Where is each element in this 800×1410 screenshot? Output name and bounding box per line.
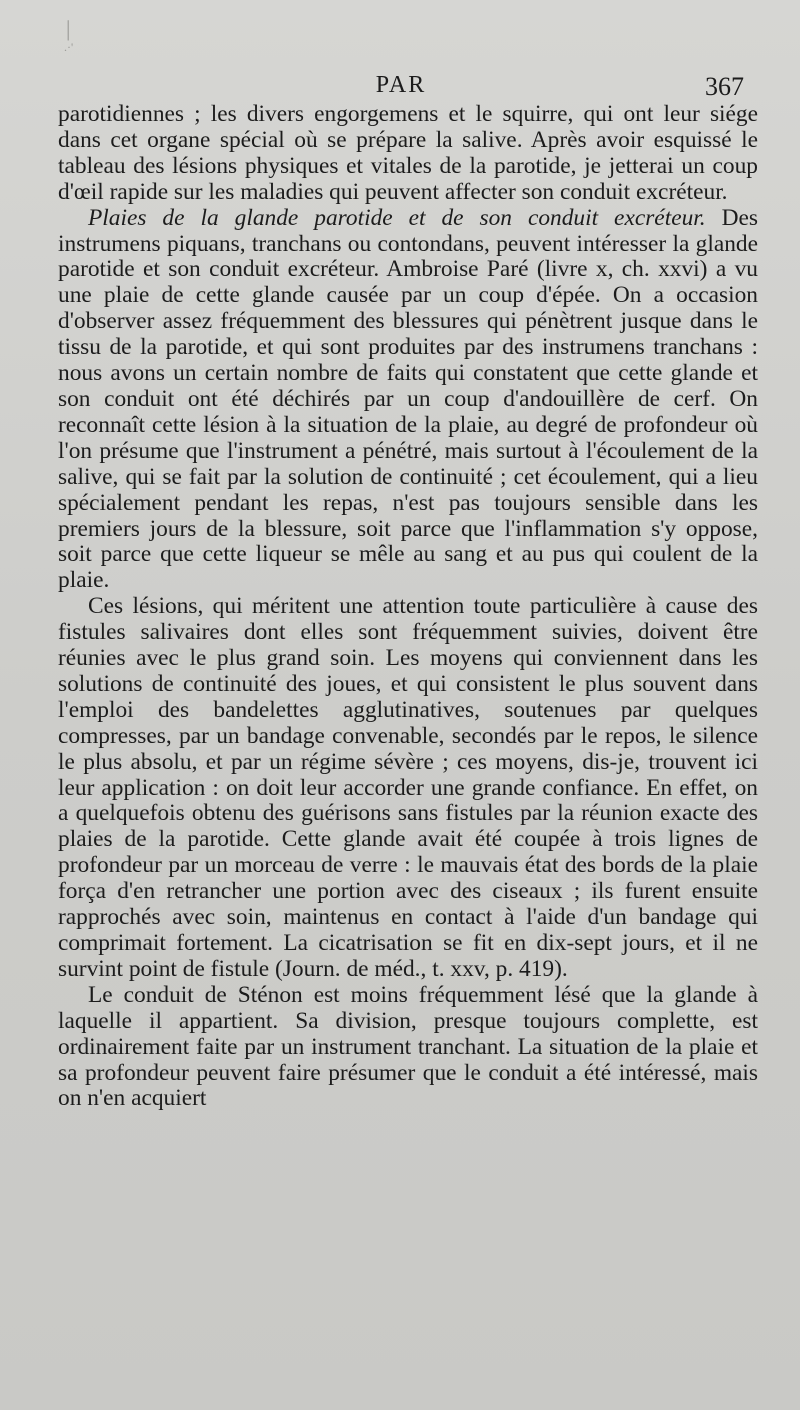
body-text <box>58 102 758 1112</box>
paragraph-1 <box>58 102 758 206</box>
paragraph-text: Des instrumens piquans, tranchans ou contondans, peuvent intéresser la glande parotide et son conduit excréteur. Ambroise Paré (livre x, ch. xxvi) a vu une plaie de cette glande causée par un coup d'épée. On a occasion d'observer assez fréquemment des blessures qui pénètrent jusque dans le tissu de la parotide, et qui sont produites par des instrumens tranchans : nous avons un certain nombre de faits qui constatent que cette glande et son conduit ont été déchirés par un coup d'andouillère de cerf. On reconnaît cette lésion à la situation de la plaie, au degré de profondeur où l'on présume que l'instrument a pénétré, mais surtout à l'écoulement de la salive, qui se fait par la solution de continuité ; cet écoulement, qui a lieu spécialement pendant les repas, n'est pas toujours sensible dans les premiers jours de la blessure, soit parce que l'inflammation s'y oppose, soit parce que cette liqueur se mêle au sang et au pus qui coulent de la plaie. <box>58 204 758 594</box>
paragraph-text: Ces lésions, qui méritent une attention toute particulière à cause des fistules salivaires dont elles sont fréquemment suivies, doivent être réunies avec le plus grand soin. Les moyens qui conviennent dans les solutions de continuité des joues, et qui consistent le plus souvent dans l'emploi des bandelettes agglutinatives, soutenues par quelques compresses, par un bandage convenable, secondés par le repos, le silence le plus absolu, et par un régime sévère ; ces moyens, dis-je, trouvent ici leur application : on doit leur accorder une grande confiance. En effet, on a quelquefois obtenu des guérisons sans fistules par la réunion exacte des plaies de la parotide. Cette glande avait été coupée à trois lignes de profondeur par un morceau de verre : le mauvais état des bords de la plaie força d'en retrancher une portion avec des ciseaux ; ils furent ensuite rapprochés avec soin, maintenus en contact à l'aide d'un bandage qui comprimait fortement. La cicatrisation se fit en dix-sept jours, et il ne survint point de fistule (Journ. de méd., t. xxv, p. 419). <box>58 593 758 982</box>
paragraph-text: parotidiennes ; les divers engorgemens et le squirre, qui ont leur siége dans cet organe spécial où se prépare la salive. Après avoir esquissé le tableau des lésions physiques et vitales de la parotide, je jetterai un coup d'œil rapide sur les maladies qui peuvent affecter son conduit excréteur. <box>58 101 758 205</box>
paragraph-4 <box>58 983 758 1113</box>
paragraph-3 <box>58 594 758 983</box>
running-head: PAR <box>375 72 427 98</box>
page-number: 367 <box>705 72 744 101</box>
margin-mark: .·' <box>64 40 74 54</box>
margin-mark: | <box>66 16 71 41</box>
paragraph-text: Le conduit de Sténon est moins fréquemment lésé que la glande à laquelle il appartient. Sa division, presque toujours complette, est ordinairement faite par un instrument tranchant. La situation de la plaie et sa profondeur peuvent faire présumer que le conduit a été intéressé, mais on n'en acquiert <box>58 981 758 1112</box>
paragraph-2 <box>58 206 758 595</box>
section-heading: Plaies de la glande parotide et de son conduit excréteur. <box>88 204 706 231</box>
